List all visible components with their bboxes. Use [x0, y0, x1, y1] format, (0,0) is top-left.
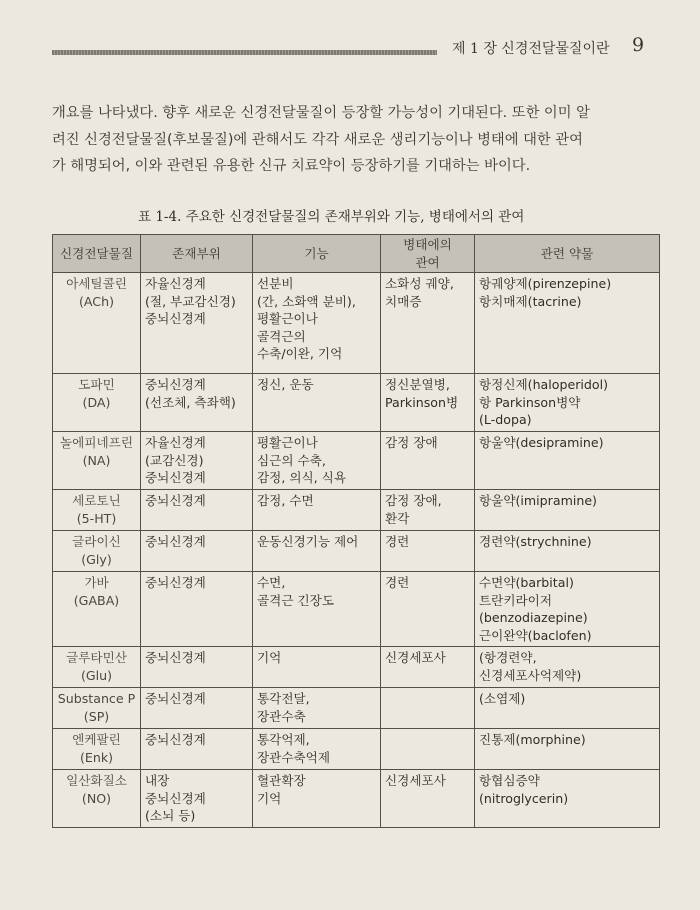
intro-line: 려진 신경전달물질(후보물질)에 관해서도 각각 새로운 생리기능이나 병태에 대한 관여	[52, 131, 583, 148]
cell-pathology: 경련	[381, 572, 475, 647]
cell-neurotransmitter: 일산화질소 (NO)	[53, 770, 141, 828]
header-drugs: 관련 약물	[475, 235, 660, 273]
cell-drugs: 항궤양제(pirenzepine) 항치매제(tacrine)	[475, 273, 660, 374]
cell-location: 중뇌신경계	[141, 729, 253, 770]
cell-location: 중뇌신경계	[141, 572, 253, 647]
cell-drugs: 항정신제(haloperidol) 항 Parkinson병약 (L-dopa)	[475, 374, 660, 432]
cell-location: 중뇌신경계	[141, 531, 253, 572]
cell-function: 수면, 골격근 긴장도	[253, 572, 381, 647]
cell-drugs: 경련약(strychnine)	[475, 531, 660, 572]
table-row	[53, 374, 660, 432]
cell-neurotransmitter: 글라이신 (Gly)	[53, 531, 141, 572]
table-row	[53, 432, 660, 490]
cell-pathology: 신경세포사	[381, 647, 475, 688]
header-neurotransmitter: 신경전달물질	[53, 235, 141, 273]
cell-drugs: (항경련약, 신경세포사억제약)	[475, 647, 660, 688]
cell-function: 선분비 (간, 소화액 분비), 평활근이나 골격근의 수축/이완, 기억	[253, 273, 381, 374]
cell-pathology: 신경세포사	[381, 770, 475, 828]
header-location: 존재부위	[141, 235, 253, 273]
header-pathology: 병태에의 관여	[381, 235, 475, 273]
intro-line: 가 해명되어, 이와 관련된 유용한 신규 치료약이 등장하기를 기대하는 바이다.	[52, 158, 531, 174]
table-row	[53, 273, 660, 374]
cell-pathology: 정신분열병, Parkinson병	[381, 374, 475, 432]
cell-function: 기억	[253, 647, 381, 688]
cell-location: 자율신경계 (교감신경) 중뇌신경계	[141, 432, 253, 490]
cell-neurotransmitter: 글루타민산 (Glu)	[53, 647, 141, 688]
cell-neurotransmitter: 세로토닌 (5-HT)	[53, 490, 141, 531]
table-row	[53, 490, 660, 531]
cell-pathology: 소화성 궤양, 치매증	[381, 273, 475, 374]
cell-drugs: 항울약(desipramine)	[475, 432, 660, 490]
cell-drugs: (소염제)	[475, 688, 660, 729]
page-number: 9	[632, 34, 645, 56]
chapter-title: 제 1 장 신경전달물질이란	[452, 41, 610, 57]
cell-function: 감정, 수면	[253, 490, 381, 531]
cell-location: 중뇌신경계 (선조체, 측좌핵)	[141, 374, 253, 432]
cell-location: 내장 중뇌신경계 (소뇌 등)	[141, 770, 253, 828]
cell-pathology	[381, 688, 475, 729]
cell-neurotransmitter: 아세틸콜린 (ACh)	[53, 273, 141, 374]
intro-line: 개요를 나타냈다. 향후 새로운 신경전달물질이 등장할 가능성이 기대된다. 또한 이미 알	[52, 105, 590, 121]
cell-drugs: 진통제(morphine)	[475, 729, 660, 770]
table-header-row	[53, 235, 660, 273]
table-row	[53, 531, 660, 572]
cell-function: 운동신경기능 제어	[253, 531, 381, 572]
table-row	[53, 688, 660, 729]
table-caption: 표 1-4. 주요한 신경전달물질의 존재부위와 기능, 병태에서의 관여	[138, 209, 525, 225]
cell-function: 혈관확장 기억	[253, 770, 381, 828]
cell-neurotransmitter: 놀에피네프린 (NA)	[53, 432, 141, 490]
table-row	[53, 729, 660, 770]
table-row	[53, 770, 660, 828]
cell-pathology: 경련	[381, 531, 475, 572]
cell-function: 정신, 운동	[253, 374, 381, 432]
neurotransmitter-table	[52, 234, 660, 828]
header-rule	[52, 50, 437, 55]
cell-function: 통각억제, 장관수축억제	[253, 729, 381, 770]
intro-paragraph	[52, 100, 657, 180]
cell-pathology	[381, 729, 475, 770]
table-row	[53, 647, 660, 688]
cell-location: 중뇌신경계	[141, 647, 253, 688]
table-body	[53, 273, 660, 828]
cell-neurotransmitter: 엔케팔린 (Enk)	[53, 729, 141, 770]
cell-location: 중뇌신경계	[141, 688, 253, 729]
cell-function: 평활근이나 심근의 수축, 감정, 의식, 식욕	[253, 432, 381, 490]
cell-neurotransmitter: Substance P (SP)	[53, 688, 141, 729]
cell-location: 중뇌신경계	[141, 490, 253, 531]
cell-neurotransmitter: 가바 (GABA)	[53, 572, 141, 647]
cell-pathology: 감정 장애, 환각	[381, 490, 475, 531]
cell-function: 통각전달, 장관수축	[253, 688, 381, 729]
cell-drugs: 항울약(imipramine)	[475, 490, 660, 531]
cell-neurotransmitter: 도파민 (DA)	[53, 374, 141, 432]
cell-pathology: 감정 장애	[381, 432, 475, 490]
cell-drugs: 수면약(barbital) 트란키라이저 (benzodiazepine) 근이완약(baclofen)	[475, 572, 660, 647]
cell-drugs: 항협심증약 (nitroglycerin)	[475, 770, 660, 828]
header-function: 기능	[253, 235, 381, 273]
cell-location: 자율신경계 (절, 부교감신경) 중뇌신경계	[141, 273, 253, 374]
table-row	[53, 572, 660, 647]
